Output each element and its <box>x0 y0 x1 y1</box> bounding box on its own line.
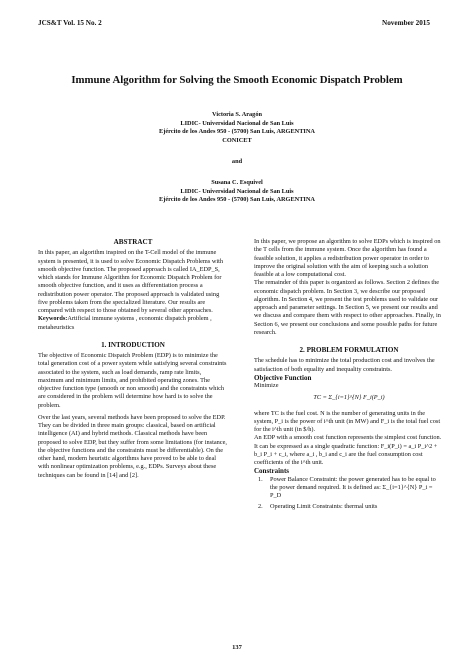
keywords-label: Keywords: <box>38 315 68 323</box>
intro-paragraph-1: The objective of Economic Dispatch Problem (EDP) is to minimize the total generation cost of a power system while satisfying several constraints associated to the system, such as load demands, ramp rate limits, maximum and minimum limits, and prohibited operating zones. The objective function type (smooth or non smooth) and the constraints which are considered in the problem will determine how hard is to solve the problem. <box>38 352 227 409</box>
keywords <box>38 315 228 332</box>
paper-title: Immune Algorithm for Solving the Smooth Economic Dispatch Problem <box>71 74 403 86</box>
author-2-lab: LIDIC- Universidad Nacional de San Luis <box>180 187 294 195</box>
author-1-address: Ejército de los Andes 950 - (5700) San Luis, ARGENTINA <box>159 128 315 136</box>
author-2-address: Ejército de los Andes 950 - (5700) San Luis, ARGENTINA <box>159 196 315 204</box>
operating-limit-constraint: Operating Limit Constraints: thermal units <box>270 503 378 511</box>
author-1-name: Victoria S. Aragón <box>212 111 262 118</box>
date-header: November 2015 <box>382 19 430 27</box>
author-2-name: Susana C. Esquivel <box>211 178 263 186</box>
list-item <box>254 503 444 511</box>
list-item <box>254 476 444 501</box>
abstract-heading: ABSTRACT <box>113 238 153 246</box>
intro-paragraph-3: In this paper, we propose an algorithm to solve EDPs which is inspired on the T cells from the immune system. Once the algorithm has found a feasible solution, it applies a redistribution power operator in order to improve the original solution with the aim of keeping such a solution feasible at a low computational cost. <box>254 238 441 278</box>
quadratic-cost-text: An EDP with a smooth cost function represents the simplest cost function. It can be expressed as a single quadratic function: F_i(P_i) = a_i P_i^2 + b_i P_i + c_i, where a_i , b_i and c_i are the fuel consumption cost coefficients of the i^th unit. <box>254 434 442 466</box>
list-item-number: 1. <box>258 475 263 483</box>
author-separator: and <box>231 158 243 166</box>
keywords-list: Artificial immune systems , economic dispatch problem , metaheuristics <box>38 315 212 331</box>
left-column <box>38 238 228 480</box>
right-column <box>254 238 444 515</box>
intro-paragraph-2: Over the last years, several methods have been proposed to solve the EDP. They can be divided in three main groups: classical, based on artificial intelligence (AI) and hybrid methods. Classical methods have been proposed to solve EDP, but they suffer from some limitations (for instance, the objective functions and the constraints must be differentiable). On the other hand, modern heuristic algorithms have proved to be able to deal with nonlinear optimization problems, e.g., EDPs. Surveys about these techniques can be found in [14] and [2]. <box>38 413 227 479</box>
objective-function-heading: Objective Function <box>254 373 312 382</box>
abstract-text: In this paper, an algorithm inspired on the T-Cell model of the immune system is presented, it is used to solve Economic Dispatch Problems with smooth objective function. The proposed approach is called IA_EDP_S, which stands for Immune Algorithm for Economic Dispatch Problem for smooth objective function, and it uses as differentiation process a redistribution power operator. The proposed approach is validated using five problems taken from the specialized literature. Our results are compared with respect to those obtained by several other approaches. <box>38 249 224 314</box>
minimize-label: Minimize <box>254 382 279 389</box>
cost-equation: TC = Σ_{i=1}^{N} F_i(P_i) <box>313 394 385 402</box>
journal-header: JCS&T Vol. 15 No. 2 <box>38 19 102 27</box>
page-number: 137 <box>232 644 242 651</box>
problem-formulation-heading: 2. PROBLEM FORMULATION <box>299 346 399 354</box>
author-block <box>0 111 474 205</box>
intro-heading: 1. INTRODUCTION <box>101 340 165 349</box>
constraints-list <box>254 476 444 512</box>
power-balance-constraint: Power Balance Constraint: the power generated has to be equal to the power demand required. It is defined as: Σ_{i=1}^{N} P_i = P_D <box>270 475 436 499</box>
list-item-number: 2. <box>258 503 263 511</box>
author-1-org: CONICET <box>222 136 252 144</box>
intro-paragraph-4: The remainder of this paper is organized as follows. Section 2 defines the economic dispatch problem. In Section 3, we describe our proposed algorithm. In Section 4, we present the test problems used to validate our approach and parameter settings. In Section 5, we present our results and we discuss and compare them with respect to other approaches. Finally, in Section 6, we present our conclusions and some possible paths for future research. <box>254 279 441 336</box>
constraints-heading: Constraints <box>254 467 290 476</box>
problem-formulation-text: The schedule has to minimize the total production cost and involves the satisfaction of both equality and inequality constraints. <box>254 357 435 373</box>
author-1-lab: LIDIC- Universidad Nacional de San Luis <box>180 119 294 127</box>
variable-definitions: where TC is the fuel cost. N is the number of generating units in the system, P_i is the power of i^th unit (in MW) and F_i is the total fuel cost for the i^th unit (in $/h). <box>254 409 441 433</box>
